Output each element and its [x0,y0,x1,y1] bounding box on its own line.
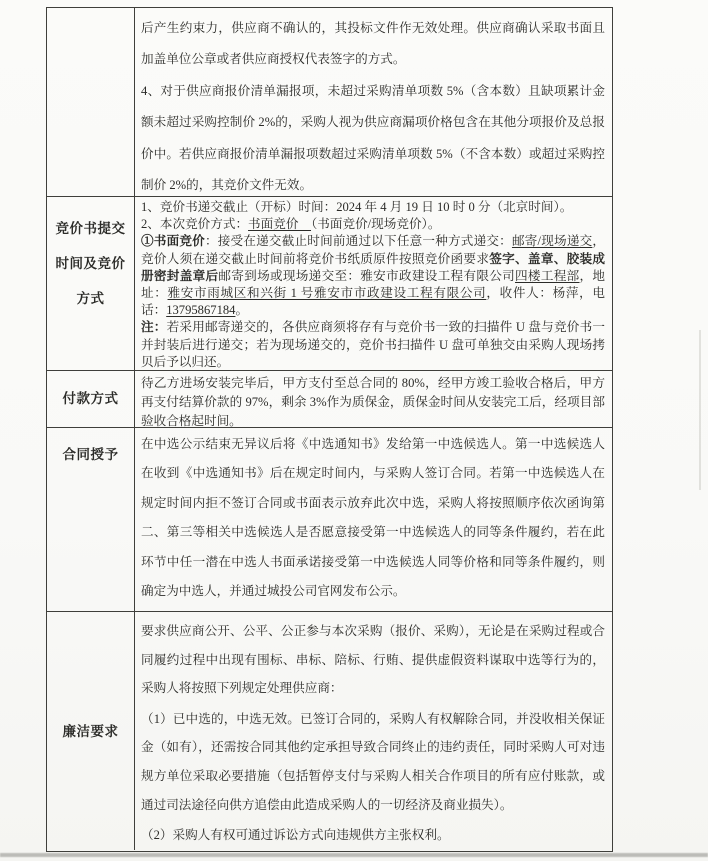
row-header-contract-award [47,428,135,611]
row-header-line: 廉洁要求 [62,723,119,739]
paragraph: 后产生约束力，供应商不确认的，其投标文件作无效处理。供应商确认采取书面且加盖单位公章或者供应商授权代表签字的方式。 [141,21,605,67]
table-row-integrity [47,611,612,850]
paragraph: （1）已中选的，中选无效。已签订合同的，采购人有权解除合同，并没收相关保证金（如有），还需按合同其他约定承担导致合同终止的违约责任，同时采购人可对违规方单位采取必要措施（包括暂停支付与采购人相关合作项目的所有应付账款，或通过司法途径向供方追偿由此造成采购人的一切经济及商业损失）。 [141,711,605,812]
paragraph: 待乙方进场安装完毕后，甲方支付至总合同的 80%，经甲方竣工验收合格后，甲方再支付结算价款的 97%，剩余 3%作为质保金，质保金时间从安装完工后，经项目部验收合格起时间。 [141,376,605,427]
row-header-line: 合同授予 [62,447,119,462]
row-content-payment [135,371,612,427]
paragraph: 在中选公示结束无异议后将《中选通知书》发给第一中选候选人。第一中选候选人在收到《中选通知书》后在规定时间内，与采购人签订合同。若第一中选候选人在规定时间内拒不签订合同或书面表示放弃此次中选，采购人将按照顺序依次函询第二、第三等相关中选候选人是否愿意接受第一中选候选人的同等条件履约，若在此环节中任一潜在中选人书面承诺接受第一中选候选人同等价格和同等条件履约，则确定为中选人，并通过城投公司官网发布公示。 [141,437,605,599]
procurement-terms-table [46,7,613,852]
paragraph: 2、本次竞价方式：书面竞价 （书面竞价/现场竞价）。 [141,217,441,232]
row-content-bid-submission [135,197,612,370]
table-row-bid-submission [47,196,612,370]
scan-right-edge-artifact [699,330,701,490]
row-content-integrity [135,612,612,850]
paragraph: ①书面竞价：接受在递交截止时间前通过以下任意一种方式递交：邮寄/现场递交，竞价人须在递交截止时间前将竞价书纸质原件按照竞价函要求签字、盖章、胶装成册密封盖章后邮寄到场或现场递交至：雅安市政建设工程有限公司四楼工程部，地址：雅安市雨城区和兴街 1 号雅安市市政建设工程有限公司，收件人：杨萍，电话：13795867184。 [141,234,606,318]
paragraph: 4、对于供应商报价清单漏报项，未超过采购清单项数 5%（含本数）且缺项累计金额未超过采购控制价 2%的，采购人视为供应商漏项价格包含在其他分项报价及总报价中。若供应商报价清单漏报项数超过采购清单项数 5%（不含本数）或超过采购控制价 2%的，其竞价文件无效。 [141,83,605,193]
paragraph: 要求供应商公开、公平、公正参与本次采购（报价、采购），无论是在采购过程或合同履约过程中出现有围标、串标、陪标、行贿、提供虚假资料谋取中选等行为的，采购人将按照下列规定处理供应商： [141,624,605,696]
row-content-contract-award [135,428,612,611]
row-header-empty [47,8,135,196]
row-header-line: 方式 [76,291,105,306]
paragraph: 注：若采用邮寄递交的，各供应商须将存有与竞价书一致的扫描件 U 盘与竞价书一并封装后进行递交；若为现场递交的，竞价书扫描件 U 盘可单独交由采购人现场拷贝后予以归还。 [141,320,605,369]
table-row-contract-award [47,427,612,611]
row-header-line: 付款方式 [62,391,119,406]
scan-bottom-edge-shadow [0,853,708,857]
row-header-bid-submission [47,197,135,370]
table-row-payment [47,370,612,427]
row-header-integrity [47,612,135,850]
table-row-continuation [47,8,612,196]
row-header-line: 竞价书提交 [55,221,126,236]
row-header-payment [47,371,135,427]
paragraph: 1、竞价书递交截止（开标）时间：2024 年 4 月 19 日 10 时 0 分（北京时间）。 [141,200,573,214]
row-content-continuation [135,8,612,196]
paragraph: （2）采购人有权可通过诉讼方式向违规供方主张权利。 [141,828,450,843]
row-header-line: 时间及竞价 [55,256,126,271]
